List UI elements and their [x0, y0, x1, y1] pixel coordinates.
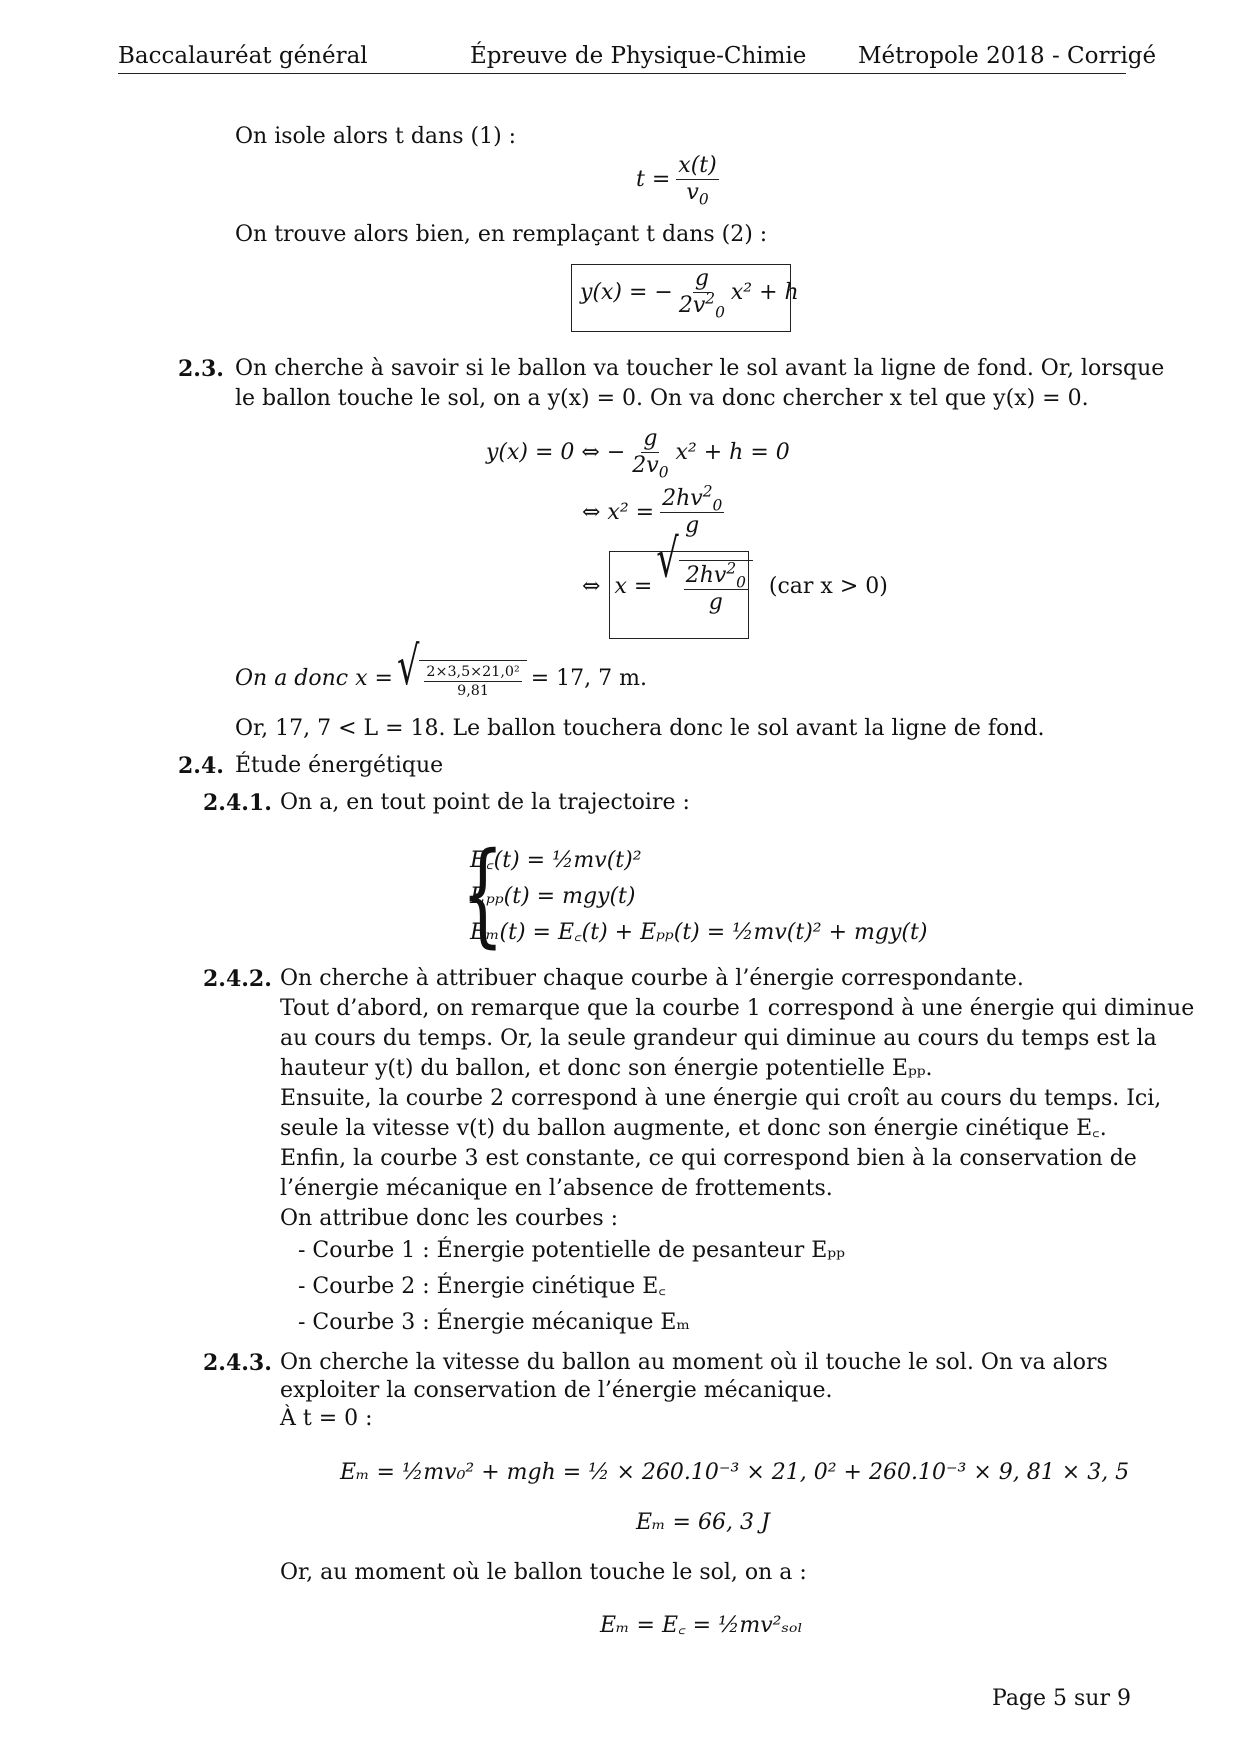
eq3-condition: (car x > 0)	[768, 574, 888, 599]
s243-line: À t = 0 :	[280, 1406, 373, 1431]
header-center: Épreuve de Physique-Chimie	[470, 43, 807, 69]
t-lhs: t =	[636, 166, 671, 192]
eq2-lhs: ⇔ x² =	[582, 499, 655, 525]
s23-eq3	[582, 528, 888, 615]
courbe-item: - Courbe 2 : Énergie cinétique E꜀	[298, 1274, 666, 1299]
eq1-den: $2v_0$	[632, 453, 669, 482]
eq3-x: x =	[614, 574, 653, 599]
eq3-fraction	[684, 559, 748, 615]
page-number: Page 5 sur 9	[992, 1686, 1131, 1711]
s23-eq2	[582, 482, 726, 538]
s242-line: On cherche à attribuer chaque courbe à l’énergie correspondante.	[280, 966, 1024, 991]
trajectory-num: g	[694, 266, 709, 291]
s242-line: l’énergie mécanique en l’absence de frottements.	[280, 1176, 833, 1201]
t-den: $v_0$	[686, 180, 709, 209]
section-2-4-number: 2.4.	[178, 753, 224, 779]
trajectory-rhs: x² + h	[730, 279, 799, 305]
eq2-den: g	[685, 513, 700, 538]
system-line-2: Eₚₚ(t) = mgy(t)	[470, 884, 636, 909]
header-right: Métropole 2018 - Corrigé	[858, 43, 1157, 69]
t-equation	[636, 153, 721, 209]
donc-fraction	[424, 665, 521, 699]
system-line-3: Eₘ(t) = E꜀(t) + Eₚₚ(t) = ½mv(t)² + mgy(t)	[470, 920, 928, 945]
header-rule	[118, 73, 1126, 74]
s242-line: au cours du temps. Or, la seule grandeur qui diminue au cours du temps est la	[280, 1026, 1157, 1051]
s23-numeric	[235, 636, 647, 700]
eq3-sqrt: √ $\frac{2hv^2_0}{g}$	[656, 560, 753, 614]
s23-line2: le ballon touche le sol, on a y(x) = 0. On va donc chercher x tel que y(x) = 0.	[235, 386, 1089, 411]
s242-line: hauteur y(t) du ballon, et donc son énergie potentielle Eₚₚ.	[280, 1056, 933, 1081]
s23-line1: On cherche à savoir si le ballon va toucher le sol avant la ligne de fond. Or, lorsque	[235, 356, 1165, 381]
eq1-lhs: y(x) = 0 ⇔ −	[486, 439, 626, 465]
s241-text: On a, en tout point de la trajectoire :	[280, 790, 690, 815]
trajectory-equation	[580, 266, 799, 322]
trajectory-den: $2v^2_0$	[678, 289, 725, 322]
trajectory-fraction	[677, 266, 727, 322]
donc-prefix: On a donc x =	[235, 666, 393, 692]
system-line-1: E꜀(t) = ½mv(t)²	[470, 848, 642, 873]
s242-line: Ensuite, la courbe 2 correspond à une énergie qui croît au cours du temps. Ici,	[280, 1086, 1162, 1111]
donc-num: 2×3,5×21,0²	[424, 665, 521, 682]
eq1-num: g	[643, 426, 658, 451]
courbe-item: - Courbe 3 : Énergie mécanique Eₘ	[298, 1310, 690, 1335]
section-2-4-1-number: 2.4.1.	[203, 790, 272, 816]
eq2-num: $2hv^2_0$	[662, 482, 723, 515]
system-brace: {	[461, 829, 505, 959]
eq1-rhs: x² + h = 0	[675, 439, 790, 465]
replace-text: On trouve alors bien, en remplaçant t dans (2) :	[235, 222, 768, 247]
eq3-num: $2hv^2_0$	[685, 559, 746, 592]
em-equation: Eₘ = ½mv₀² + mgh = ½ × 260.10⁻³ × 21, 0² + 260.10⁻³ × 9, 81 × 3, 5	[340, 1460, 1130, 1485]
section-2-3-number: 2.3.	[178, 356, 224, 382]
t-num: x(t)	[678, 153, 717, 178]
courbe-item: - Courbe 1 : Énergie potentielle de pesanteur Eₚₚ	[298, 1238, 845, 1263]
s243-line: exploiter la conservation de l’énergie mécanique.	[280, 1378, 833, 1403]
s242-line: On attribue donc les courbes :	[280, 1206, 619, 1231]
s242-line: seule la vitesse v(t) du ballon augmente, et donc son énergie cinétique E꜀.	[280, 1116, 1107, 1141]
section-2-4-title: Étude énergétique	[235, 753, 444, 778]
donc-sqrt: √ $\frac{\text{2×3,5×21,0²}}{9,81}$	[397, 660, 527, 699]
trajectory-lhs: y(x) = −	[580, 279, 673, 305]
t-fraction	[676, 153, 718, 209]
isolate-text: On isole alors t dans (1) :	[235, 124, 517, 149]
s243-line: On cherche la vitesse du ballon au moment où il touche le sol. On va alors	[280, 1350, 1108, 1375]
eq1-fraction	[630, 426, 670, 482]
final-equation: Eₘ = E꜀ = ½mv²ₛₒₗ	[600, 1613, 803, 1638]
s23-conclusion: Or, 17, 7 < L = 18. Le ballon touchera donc le sol avant la ligne de fond.	[235, 716, 1045, 741]
em-value: Eₘ = 66, 3 J	[636, 1510, 770, 1535]
eq3-den: g	[708, 590, 723, 615]
eq3-lhs: ⇔	[582, 574, 601, 599]
donc-den: 9,81	[457, 683, 489, 700]
section-2-4-3-number: 2.4.3.	[203, 1350, 272, 1376]
header-left: Baccalauréat général	[118, 43, 368, 69]
s23-eq1	[486, 426, 790, 482]
s242-line: Tout d’abord, on remarque que la courbe 1 correspond à une énergie qui diminue	[280, 996, 1195, 1021]
sol-text: Or, au moment où le ballon touche le sol, on a :	[280, 1560, 807, 1585]
s242-line: Enfin, la courbe 3 est constante, ce qui correspond bien à la conservation de	[280, 1146, 1137, 1171]
donc-result: = 17, 7 m.	[530, 666, 647, 692]
section-2-4-2-number: 2.4.2.	[203, 966, 272, 992]
